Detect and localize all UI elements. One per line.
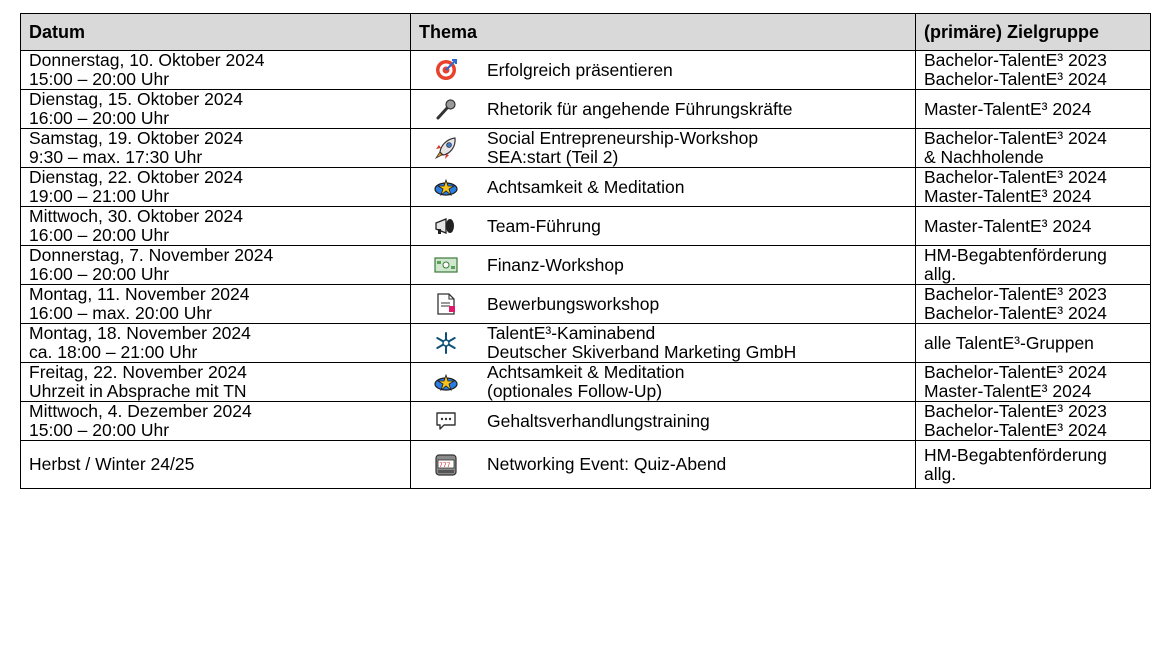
target-group-line: Bachelor-TalentE³ 2023 — [924, 50, 1107, 70]
table-row — [21, 129, 1151, 168]
topic-cell — [411, 129, 916, 168]
meditation-icon — [411, 176, 481, 198]
table-row — [21, 363, 1151, 402]
topic-line: Bewerbungsworkshop — [487, 293, 660, 314]
target-group-line: Master-TalentE³ 2024 — [924, 215, 1092, 236]
event-time: 15:00 – 20:00 Uhr — [29, 420, 170, 440]
target-group-line: HM-Begabtenförderung — [924, 444, 1107, 465]
target-group-line: Bachelor-TalentE³ 2024 — [924, 362, 1107, 382]
event-time: 9:30 – max. 17:30 Uhr — [29, 147, 203, 167]
target-group-line: Bachelor-TalentE³ 2024 — [924, 420, 1107, 440]
microphone-icon — [411, 97, 481, 121]
topic-line: Achtsamkeit & Meditation — [487, 362, 685, 382]
target-group-line: Bachelor-TalentE³ 2024 — [924, 303, 1107, 323]
target-group-line: Bachelor-TalentE³ 2023 — [924, 401, 1107, 421]
topic-line: Deutscher Skiverband Marketing GmbH — [487, 342, 797, 362]
event-date: Freitag, 22. November 2024 — [29, 362, 247, 382]
topic-cell — [411, 363, 916, 402]
table-row — [21, 246, 1151, 285]
topic-cell — [411, 402, 916, 441]
header-row — [21, 14, 1151, 51]
date-cell — [21, 324, 411, 363]
date-cell — [21, 129, 411, 168]
topic-line: Team-Führung — [487, 215, 601, 236]
money-icon — [411, 255, 481, 275]
event-date: Montag, 11. November 2024 — [29, 284, 250, 304]
event-time: 19:00 – 21:00 Uhr — [29, 186, 170, 206]
topic-line: Networking Event: Quiz-Abend — [487, 454, 727, 474]
topic-cell — [411, 441, 916, 489]
target-group-cell — [916, 168, 1151, 207]
topic-line: Rhetorik für angehende Führungskräfte — [487, 98, 793, 119]
snowflake-icon — [411, 331, 481, 355]
event-time: 16:00 – 20:00 Uhr — [29, 264, 170, 284]
event-date: Mittwoch, 30. Oktober 2024 — [29, 206, 243, 226]
table-row — [21, 441, 1151, 489]
topic-cell — [411, 207, 916, 246]
event-date: Dienstag, 15. Oktober 2024 — [29, 89, 244, 109]
target-group-cell — [916, 129, 1151, 168]
date-cell — [21, 90, 411, 129]
topic-text — [481, 61, 915, 80]
date-cell — [21, 402, 411, 441]
event-date: Mittwoch, 4. Dezember 2024 — [29, 401, 252, 421]
date-cell — [21, 51, 411, 90]
event-time: 16:00 – 20:00 Uhr — [29, 108, 170, 128]
column-header-thema: Thema — [411, 14, 916, 51]
event-time: 15:00 – 20:00 Uhr — [29, 69, 170, 89]
event-date: Samstag, 19. Oktober 2024 — [29, 128, 244, 148]
topic-text — [481, 178, 915, 197]
meditation-icon — [411, 371, 481, 393]
megaphone-icon — [411, 215, 481, 237]
column-header-datum: Datum — [21, 14, 411, 51]
target-group-line: Bachelor-TalentE³ 2024 — [924, 167, 1107, 187]
topic-line: Erfolgreich präsentieren — [487, 59, 673, 80]
target-icon — [411, 58, 481, 82]
date-cell — [21, 363, 411, 402]
event-date: Herbst / Winter 24/25 — [29, 454, 195, 474]
target-group-cell — [916, 207, 1151, 246]
target-group-cell — [916, 246, 1151, 285]
table-row — [21, 324, 1151, 363]
target-group-line: HM-Begabtenförderung — [924, 245, 1107, 265]
target-group-line: Bachelor-TalentE³ 2024 — [924, 69, 1107, 89]
target-group-line: Master-TalentE³ 2024 — [924, 381, 1092, 401]
topic-text — [481, 455, 915, 474]
topic-cell — [411, 90, 916, 129]
target-group-cell — [916, 441, 1151, 489]
topic-cell — [411, 51, 916, 90]
svg-text:777: 777 — [439, 461, 451, 469]
chat-bubble-icon — [411, 410, 481, 432]
event-date: Montag, 18. November 2024 — [29, 323, 251, 343]
document-icon — [411, 292, 481, 316]
date-cell — [21, 441, 411, 489]
event-time: Uhrzeit in Absprache mit TN — [29, 381, 247, 401]
topic-line: Social Entrepreneurship-Workshop — [487, 128, 759, 148]
rocket-icon — [411, 135, 481, 161]
event-date: Donnerstag, 7. November 2024 — [29, 245, 274, 265]
topic-line: SEA:start (Teil 2) — [487, 147, 619, 167]
topic-line: Gehaltsverhandlungstraining — [487, 410, 710, 431]
target-group-cell — [916, 324, 1151, 363]
topic-text — [481, 217, 915, 236]
topic-text — [481, 363, 915, 401]
topic-text — [481, 412, 915, 431]
event-time: 16:00 – 20:00 Uhr — [29, 225, 170, 245]
target-group-line: Bachelor-TalentE³ 2024 — [924, 128, 1107, 148]
schedule-table — [20, 13, 1151, 489]
date-cell — [21, 285, 411, 324]
target-group-cell — [916, 51, 1151, 90]
target-group-cell — [916, 285, 1151, 324]
table-row — [21, 402, 1151, 441]
event-date: Dienstag, 22. Oktober 2024 — [29, 167, 244, 187]
date-cell — [21, 246, 411, 285]
topic-text — [481, 100, 915, 119]
event-date: Donnerstag, 10. Oktober 2024 — [29, 50, 265, 70]
event-time: 16:00 – max. 20:00 Uhr — [29, 303, 212, 323]
topic-cell — [411, 285, 916, 324]
target-group-line: Bachelor-TalentE³ 2023 — [924, 284, 1107, 304]
topic-line: (optionales Follow-Up) — [487, 381, 663, 401]
table-row — [21, 285, 1151, 324]
topic-line: Achtsamkeit & Meditation — [487, 176, 685, 197]
topic-line: Finanz-Workshop — [487, 254, 624, 275]
target-group-cell — [916, 402, 1151, 441]
topic-text — [481, 324, 915, 362]
target-group-line: Master-TalentE³ 2024 — [924, 98, 1092, 119]
table-row — [21, 51, 1151, 90]
target-group-line: allg. — [924, 264, 957, 284]
date-cell — [21, 168, 411, 207]
target-group-cell — [916, 90, 1151, 129]
topic-cell — [411, 246, 916, 285]
table-row — [21, 207, 1151, 246]
topic-text — [481, 256, 915, 275]
target-group-line: alle TalentE³-Gruppen — [924, 332, 1094, 353]
table-row — [21, 168, 1151, 207]
date-cell — [21, 207, 411, 246]
column-header-zielgruppe: (primäre) Zielgruppe — [916, 14, 1151, 51]
topic-cell — [411, 168, 916, 207]
topic-text — [481, 295, 915, 314]
topic-line: TalentE³-Kaminabend — [487, 323, 656, 343]
target-group-cell — [916, 363, 1151, 402]
topic-text — [481, 129, 915, 167]
slot-machine-icon — [411, 452, 481, 478]
target-group-line: Master-TalentE³ 2024 — [924, 186, 1092, 206]
target-group-line: allg. — [924, 463, 957, 484]
table-row — [21, 90, 1151, 129]
event-time: ca. 18:00 – 21:00 Uhr — [29, 342, 198, 362]
target-group-line: & Nachholende — [924, 147, 1044, 167]
topic-cell — [411, 324, 916, 363]
